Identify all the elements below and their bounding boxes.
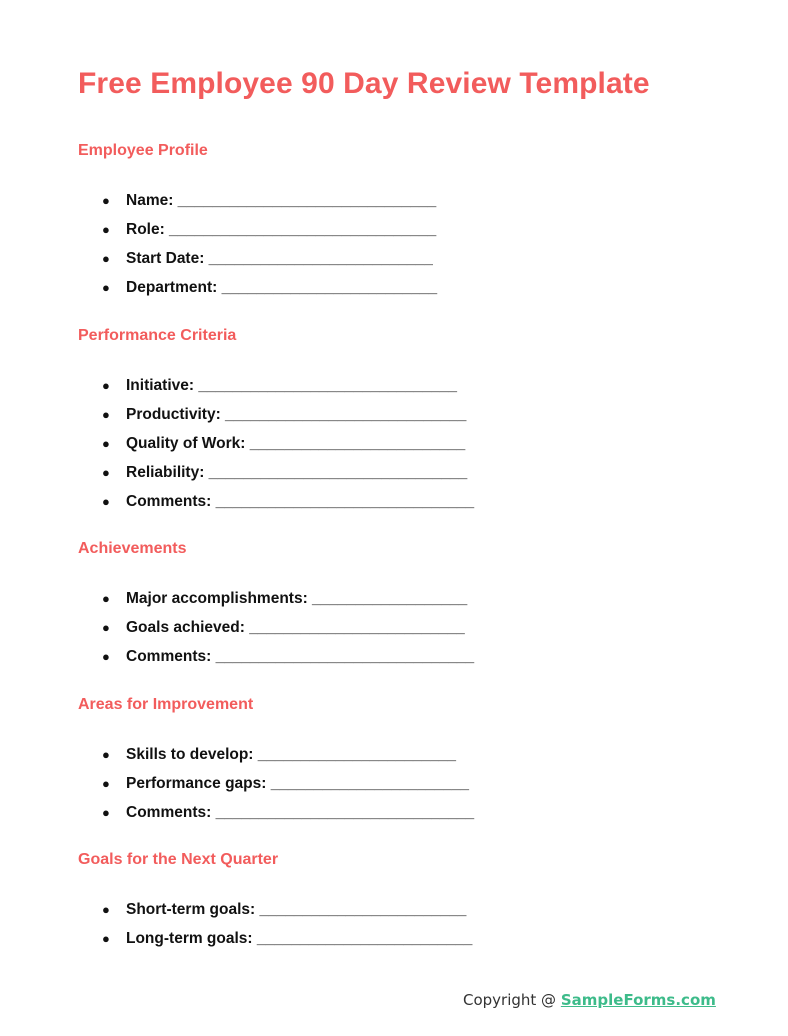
field-productivity[interactable]: Productivity: ____________________________ xyxy=(126,406,467,423)
bullet-icon: ● xyxy=(102,649,110,664)
bullet-icon: ● xyxy=(102,494,110,509)
field-major-accomplishments[interactable]: Major accomplishments: __________________ xyxy=(126,590,468,607)
section-heading-goals-next-quarter: Goals for the Next Quarter xyxy=(78,851,279,868)
section-heading-achievements: Achievements xyxy=(78,540,187,557)
bullet-icon: ● xyxy=(102,280,110,295)
bullet-icon: ● xyxy=(102,776,110,791)
field-quality-of-work[interactable]: Quality of Work: _________________________ xyxy=(126,435,466,452)
field-name[interactable]: Name: ______________________________ xyxy=(126,192,437,209)
bullet-icon: ● xyxy=(102,805,110,820)
field-initiative[interactable]: Initiative: ______________________________ xyxy=(126,377,457,394)
field-department[interactable]: Department: _________________________ xyxy=(126,279,438,296)
section-heading-performance-criteria: Performance Criteria xyxy=(78,327,237,344)
bullet-icon: ● xyxy=(102,747,110,762)
bullet-icon: ● xyxy=(102,407,110,422)
field-goals-achieved[interactable]: Goals achieved: _________________________ xyxy=(126,619,465,636)
bullet-icon: ● xyxy=(102,902,110,917)
bullet-icon: ● xyxy=(102,931,110,946)
bullet-icon: ● xyxy=(102,591,110,606)
field-comments[interactable]: Comments: ______________________________ xyxy=(126,493,475,510)
bullet-icon: ● xyxy=(102,436,110,451)
brand-link[interactable]: SampleForms.com xyxy=(560,991,716,1009)
bullet-icon: ● xyxy=(102,378,110,393)
section-heading-areas-for-improvement: Areas for Improvement xyxy=(78,696,254,713)
field-short-term-goals[interactable]: Short-term goals: ________________________ xyxy=(126,901,467,918)
copyright-footer xyxy=(463,991,716,1009)
bullet-icon: ● xyxy=(102,193,110,208)
field-comments[interactable]: Comments: ______________________________ xyxy=(126,648,475,665)
field-role[interactable]: Role: _______________________________ xyxy=(126,221,437,238)
bullet-icon: ● xyxy=(102,465,110,480)
bullet-icon: ● xyxy=(102,222,110,237)
bullet-icon: ● xyxy=(102,251,110,266)
field-performance-gaps[interactable]: Performance gaps: _______________________ xyxy=(126,775,469,792)
field-skills-to-develop[interactable]: Skills to develop: _______________________ xyxy=(126,746,457,763)
bullet-icon: ● xyxy=(102,620,110,635)
field-comments[interactable]: Comments: ______________________________ xyxy=(126,804,475,821)
page-title: Free Employee 90 Day Review Template xyxy=(78,67,650,100)
field-start-date[interactable]: Start Date: __________________________ xyxy=(126,250,433,267)
field-long-term-goals[interactable]: Long-term goals: _________________________ xyxy=(126,930,473,947)
field-reliability[interactable]: Reliability: ______________________________ xyxy=(126,464,468,481)
copyright-text: Copyright @ xyxy=(463,991,561,1009)
section-heading-employee-profile: Employee Profile xyxy=(78,142,208,159)
